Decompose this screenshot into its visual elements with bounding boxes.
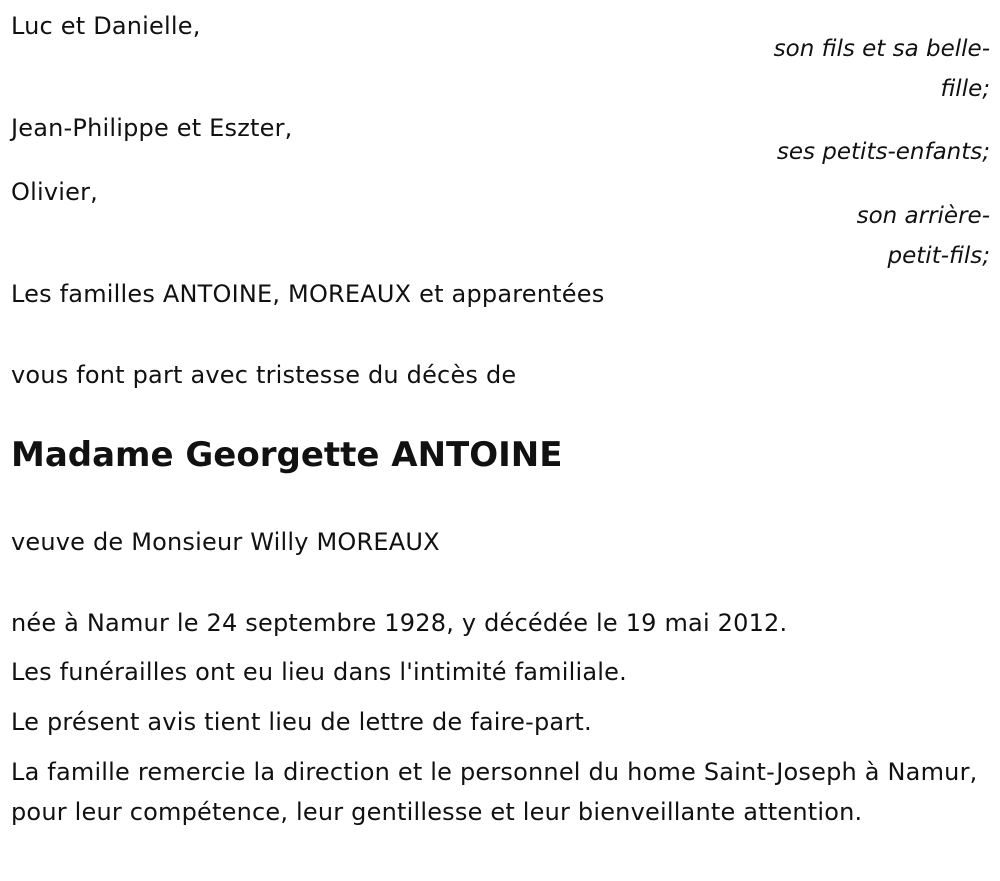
deceased-name: Madame Georgette ANTOINE xyxy=(11,435,563,475)
birth-death-line: née à Namur le 24 septembre 1928, y décédée le 19 mai 2012. xyxy=(11,609,788,637)
widow-of-line: veuve de Monsieur Willy MOREAUX xyxy=(11,528,440,556)
families-line: Les familles ANTOINE, MOREAUX et apparentées xyxy=(11,280,605,308)
family-relation-3b: petit-fils; xyxy=(887,243,990,269)
family-relation-1a: son fils et sa belle- xyxy=(773,36,990,62)
announcement-line: vous font part avec tristesse du décès de xyxy=(11,361,517,389)
family-names-1: Luc et Danielle, xyxy=(11,12,201,40)
funeral-line: Les funérailles ont eu lieu dans l'intimité familiale. xyxy=(11,658,627,686)
family-names-3: Olivier, xyxy=(11,178,98,206)
thanks-paragraph: La famille remercie la direction et le personnel du home Saint-Joseph à Namur, pour leur compétence, leur gentillesse et leur bienveillante attention. xyxy=(11,758,978,826)
family-relation-3a: son arrière- xyxy=(856,203,990,229)
notice-line: Le présent avis tient lieu de lettre de faire-part. xyxy=(11,708,592,736)
family-names-2: Jean-Philippe et Eszter, xyxy=(11,114,293,142)
family-relation-1b: fille; xyxy=(940,76,990,102)
family-relation-2: ses petits-enfants; xyxy=(776,139,990,165)
